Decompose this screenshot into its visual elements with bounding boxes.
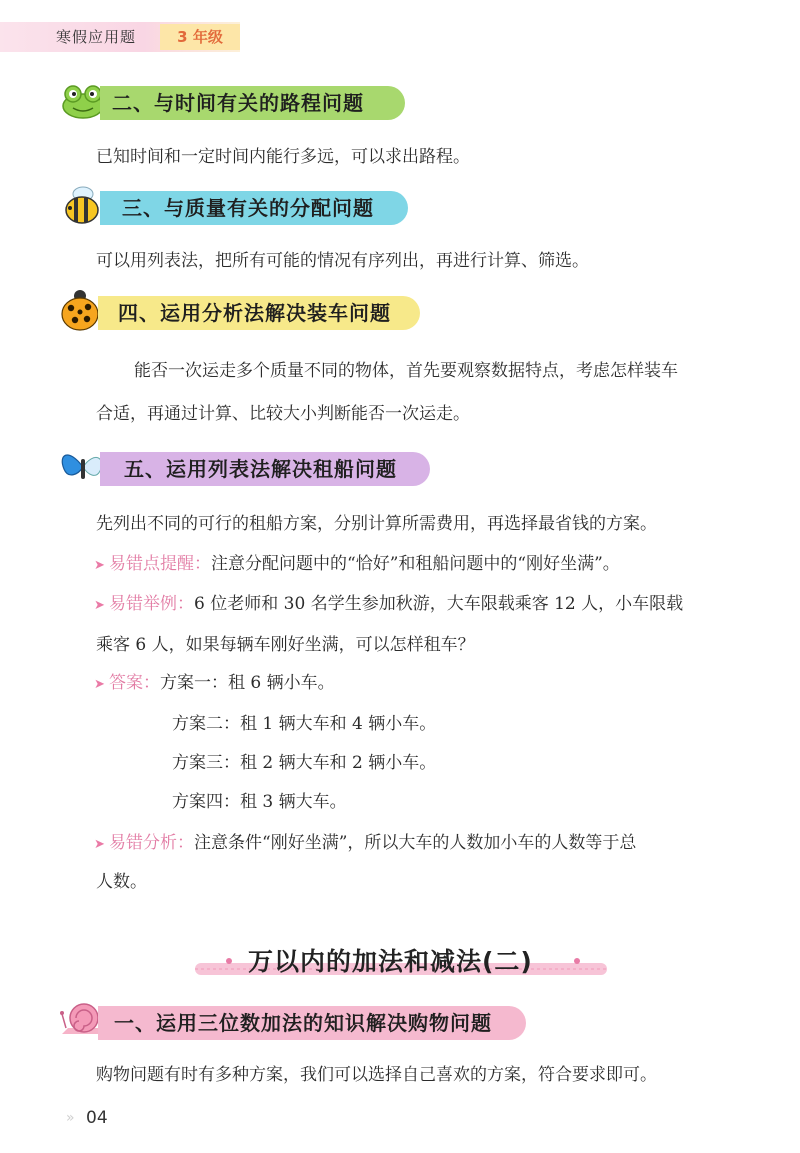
section-2-heading: 二、与时间有关的路程问题	[112, 91, 364, 115]
reminder-line	[94, 552, 620, 578]
analysis-label: 易错分析：	[109, 833, 195, 853]
tip-bullet-icon: ➤	[94, 837, 110, 852]
answer-plan-4: 方案四：租 3 辆大车。	[172, 792, 347, 812]
series-title: 寒假应用题	[56, 28, 137, 46]
analysis-text-1: 注意条件“刚好坐满”，所以大车的人数加小车的人数等于总	[194, 833, 637, 853]
chapter-dot-left	[226, 958, 232, 964]
answer-plan-3: 方案三：租 2 辆大车和 2 辆小车。	[172, 753, 437, 773]
section-5-text: 先列出不同的可行的租船方案，分别计算所需费用，再选择最省钱的方案。	[96, 514, 657, 534]
example-line1	[94, 592, 683, 618]
section-4-text-line2: 合适，再通过计算、比较大小判断能否一次运走。	[96, 404, 470, 424]
example-label: 易错举例：	[109, 594, 195, 614]
answer-line1	[94, 671, 335, 697]
tip-bullet-icon: ➤	[94, 677, 110, 692]
reminder-label: 易错点提醒：	[109, 554, 212, 574]
section-5-heading: 五、运用列表法解决租船问题	[124, 457, 397, 481]
section-3-text: 可以用列表法，把所有可能的情况有序列出，再进行计算、筛选。	[96, 251, 589, 271]
page-number: 04	[86, 1108, 108, 1128]
section-3-heading: 三、与质量有关的分配问题	[122, 196, 374, 220]
ladybug-icon	[60, 288, 102, 332]
chapter-section-1-heading: 一、运用三位数加法的知识解决购物问题	[114, 1011, 492, 1035]
page-arrow-icon: »	[66, 1110, 75, 1126]
analysis-text-2: 人数。	[96, 872, 147, 892]
chapter-section-1-text: 购物问题有时有多种方案，我们可以选择自己喜欢的方案，符合要求即可。	[96, 1065, 657, 1085]
chapter-dot-right	[574, 958, 580, 964]
reminder-text: 注意分配问题中的“恰好”和租船问题中的“刚好坐满”。	[211, 554, 620, 574]
section-2-text: 已知时间和一定时间内能行多远，可以求出路程。	[96, 147, 470, 167]
tip-bullet-icon: ➤	[94, 598, 110, 613]
example-text-2: 乘客 6 人，如果每辆车刚好坐满，可以怎样租车？	[96, 635, 475, 655]
section-4-heading: 四、运用分析法解决装车问题	[118, 301, 391, 325]
grade-badge: 3 年级	[160, 24, 240, 50]
answer-label: 答案：	[109, 673, 161, 693]
answer-plan-2: 方案二：租 1 辆大车和 4 辆小车。	[172, 714, 437, 734]
example-text-1: 6 位老师和 30 名学生参加秋游，大车限载乘客 12 人，小车限载	[194, 594, 684, 614]
answer-plan-1: 方案一：租 6 辆小车。	[160, 673, 335, 693]
section-4-text-line1: 能否一次运走多个质量不同的物体，首先要观察数据特点，考虑怎样装车	[134, 361, 678, 381]
analysis-line1	[94, 831, 636, 857]
tip-bullet-icon: ➤	[94, 558, 110, 573]
chapter-title: 万以内的加法和减法(二)	[248, 947, 533, 976]
